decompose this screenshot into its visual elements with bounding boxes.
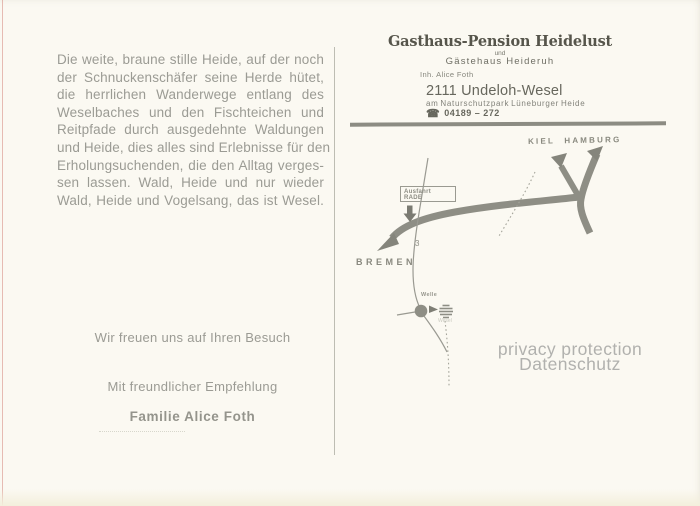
paragraph-line: die herrlichen Wanderwege entlang des [57, 87, 324, 103]
kiel-arrowhead-icon [551, 153, 567, 168]
route-3-road [413, 158, 428, 308]
owner-line: Inh. Alice Foth [420, 70, 474, 79]
privacy-watermark [475, 339, 665, 374]
signature-underline [99, 431, 185, 432]
paragraph-line: Wald, Heide und Vogelsang, das ist Wesel. [57, 192, 324, 208]
exit-label-line1: Ausfahrt [404, 188, 432, 195]
exit-arrow-stem [407, 206, 413, 215]
wesel-hatched-dot [439, 306, 453, 318]
scan-bottom-shade [0, 489, 700, 506]
exit-rade-box [400, 186, 456, 202]
motorway-kiel-branch [561, 166, 579, 197]
paragraph-line: und Heide, dies alles sind Erlebnisse für den [57, 139, 331, 155]
regards-line: Mit freundlicher Empfehlung [107, 379, 278, 394]
guesthouse-subtitle: Gästehaus Heideruh [445, 56, 555, 67]
map-label-welle: Welle [421, 292, 438, 298]
map-label-kiel-hamburg: KIEL HAMBURG [527, 135, 622, 146]
signature-family-name: Familie Alice Foth [129, 409, 256, 424]
visit-note: Wir freuen uns auf Ihren Besuch [94, 330, 291, 345]
telephone-icon: ☎ [426, 108, 441, 120]
watermark-line-de: Datenschutz [519, 353, 621, 374]
direction-arrow-icon [429, 306, 438, 314]
column-divider-line [334, 47, 335, 455]
location-note: am Naturschutzpark Lüneburger Heide [426, 99, 586, 108]
map-label-bremen: BREMEN [356, 257, 417, 267]
paragraph-line: Erholungsuchenden, die den Alltag verges- [57, 157, 324, 173]
hamburg-arrowhead-icon [587, 146, 603, 161]
welle-junction-dot [415, 305, 428, 318]
postal-city-line: 2111 Undeloh-Wesel [426, 83, 563, 99]
paragraph-line: sen lassen. Wald, Heide und nur wieder [57, 175, 324, 191]
header-separator-bar [350, 121, 666, 126]
scan-edge-line [2, 0, 3, 506]
phone-line [426, 107, 500, 120]
paragraph-line: Die weite, braune stille Heide, auf der noch [57, 52, 324, 67]
phone-number: 04189 – 272 [444, 108, 500, 118]
motorway-hamburg-branch [580, 154, 597, 233]
paragraph-line: Weselbaches und den Fischteichen und [57, 104, 324, 120]
map-label-wesel: Wesel [438, 318, 452, 324]
paragraph-line: Reitpfade durch ausgedehnte Waldungen [57, 122, 324, 138]
description-paragraph [57, 51, 331, 209]
watermark-line-en: privacy protection [497, 339, 643, 359]
side-road-west [397, 312, 415, 315]
guesthouse-title: Gasthaus-Pension Heidelust [388, 33, 613, 50]
title-connector: und [494, 50, 506, 57]
dotted-path-south [445, 321, 449, 386]
exit-label-line2: RADE [404, 195, 423, 202]
map-label-route-3: 3 [415, 239, 420, 248]
paragraph-line: der Schnuckenschäfer seine Herde hütet, [57, 69, 324, 85]
